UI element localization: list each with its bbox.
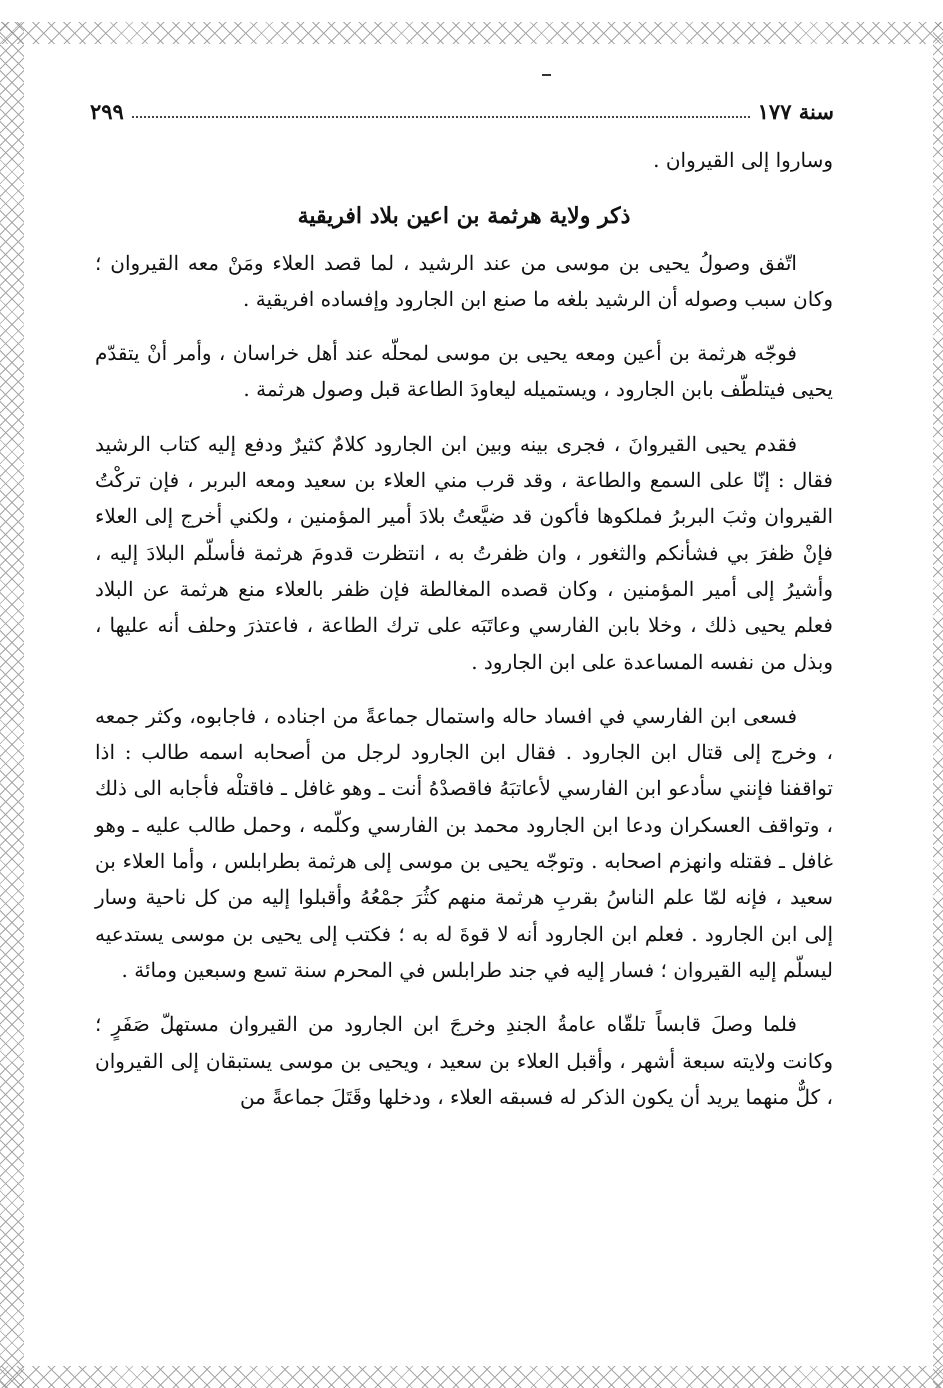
running-header (90, 96, 834, 126)
bottom-ornament-border (0, 1366, 943, 1388)
header-dotted-leader (132, 104, 750, 118)
paragraph-2: فوجّه هرثمة بن أعين ومعه يحيى بن موسى لمحلّه عند أهل خراسان ، وأمر أنْ يتقدّم يحيى فيتلطّف بابن الجارود ، ويستميله ليعاودَ الطاعة قبل وصول هرثمة . (95, 341, 833, 402)
page-body (95, 142, 833, 1115)
top-dash-mark (542, 74, 551, 76)
section-heading: ذكر ولاية هرثمة بن اعين بلاد افريقية (297, 203, 631, 230)
header-year: سنة ١٧٧ (757, 98, 834, 124)
left-ornament-border (0, 22, 24, 1388)
page-number: ٢٩٩ (90, 98, 124, 124)
paragraph-5: فلما وصلَ قابساً تلقّاه عامةُ الجندِ وخرجَ ابن الجارود من القيروان مستهلّ صَفَرٍ ؛ وكانت ولايته سبعة أشهر ، وأقبل العلاء بن سعيد ، ويحيى بن موسى يستبقان إلى القيروان ، كلٌّ منهما يريد أن يكون الذكر له فسبقه العلاء ، ودخلها وقَتَلَ جماعةً من (95, 1012, 833, 1109)
top-ornament-border (0, 22, 943, 44)
opening-line: وساروا إلى القيروان . (653, 148, 833, 172)
paragraph-4: فسعى ابن الفارسي في افساد حاله واستمال جماعةً من اجناده ، فاجابوه، وكثر جمعه ، وخرج إلى قتال ابن الجارود . فقال ابن الجارود لرجل من أصحابه اسمه طالب : اذا تواقفنا فإنني سأدعو ابن الفارسي لأعاتبَهُ فاقصدْهُ أنت ـ وهو غافل ـ فاقتلْه فأجابه الى ذلك ، وتواقف العسكران ودعا ابن الجارود محمد بن الفارسي وكلّمه ، وحمل طالب عليه ـ وهو غافل ـ فقتله وانهزم اصحابه . وتوجّه يحيى بن موسى إلى هرثمة بطرابلس ، وأما العلاء بن سعيد ، فإنه لمّا علم الناسُ بقربِ هرثمة منهم كثُرَ جمْعُهُ وأقبلوا إليه من كل ناحية وسار إلى ابن الجارود . فعلم ابن الجارود أنه لا قوةَ له به ؛ فكتب إلى يحيى بن موسى يستدعيه ليسلّم إليه القيروان ؛ فسار إليه في جند طرابلس في المحرم سنة تسع وسبعين ومائة . (95, 703, 833, 982)
paragraph-3: فقدم يحيى القيروانَ ، فجرى بينه وبين ابن الجارود كلامٌ كثيرٌ ودفع إليه كتاب الرشيد فقال : إنّا على السمع والطاعة ، وقد قرب مني العلاء بن سعيد ومعه البربر ، فإن تركْتُ القيروان وثبَ البربرُ فملكوها فأكون قد ضيَّعتُ بلادَ أمير المؤمنين ، ولكني أخرج إلى العلاء فإنْ ظفرَ بي فشأنكم والثغور ، وان ظفرتُ به ، انتظرت قدومَ هرثمة فأسلّم البلادَ إليه ، وأشيرُ إلى أمير المؤمنين ، وكان قصده المغالطة فإن ظفر بالعلاء منع هرثمة عن البلاد فعلم يحيى ذلك ، وخلا بابن الفارسي وعاتَبَه على ترك الطاعة ، فاعتذرَ وحلف أنه عليها ، وبذل من نفسه المساعدة على ابن الجارود . (95, 431, 833, 674)
right-ornament-border (933, 22, 943, 1388)
paragraph-1: اتّفق وصولُ يحيى بن موسى من عند الرشيد ، لما قصد العلاء ومَنْ معه القيروان ؛ وكان سبب وصوله أن الرشيد بلغه ما صنع ابن الجارود وإفساده افريقية . (95, 250, 833, 311)
